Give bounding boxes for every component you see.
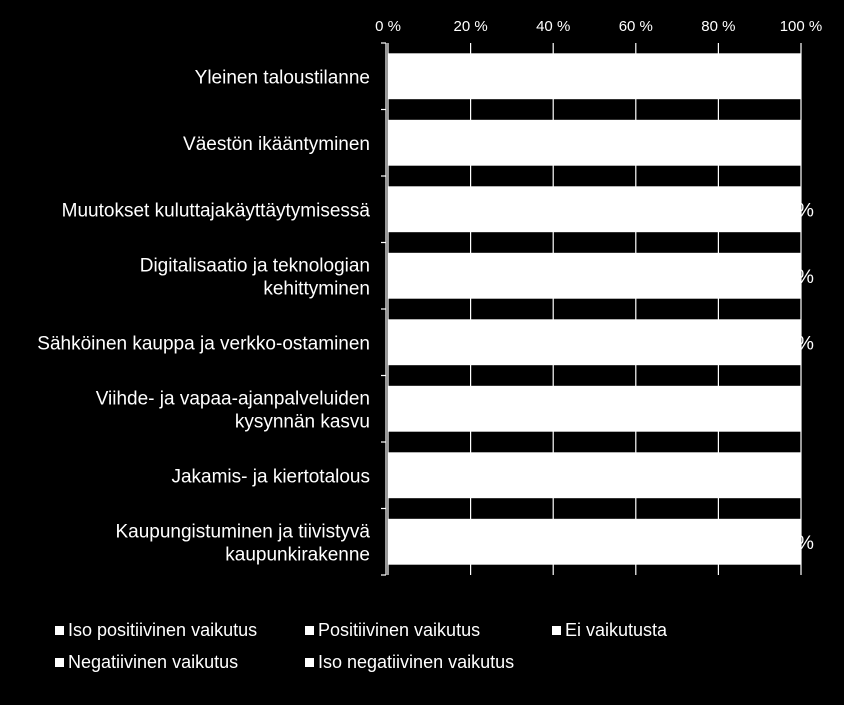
legend-label: Ei vaikutusta	[565, 620, 668, 640]
legend-item	[305, 652, 514, 673]
bar	[388, 319, 801, 365]
x-tick-label: 20 %	[453, 18, 488, 35]
legend-swatch	[552, 626, 561, 635]
x-tick-label: 80 %	[701, 18, 736, 35]
legend-label: Iso positiivinen vaikutus	[68, 620, 258, 640]
legend-swatch	[55, 658, 64, 667]
legend-label: Iso negatiivinen vaikutus	[318, 652, 515, 672]
legend-item	[55, 652, 238, 673]
bar	[388, 253, 801, 299]
category-label: kysynnän kasvu	[234, 411, 370, 433]
bar	[388, 186, 801, 232]
legend-swatch	[305, 658, 314, 667]
category-label: kehittyminen	[263, 278, 370, 300]
data-label: %	[797, 532, 814, 554]
legend-item	[305, 620, 480, 641]
legend-label: Positiivinen vaikutus	[318, 620, 481, 640]
legend-item	[552, 620, 667, 641]
category-label: Digitalisaatio ja teknologian	[139, 255, 370, 277]
category-label: kaupunkirakenne	[225, 544, 370, 566]
legend-swatch	[55, 626, 64, 635]
x-tick-label: 40 %	[536, 18, 571, 35]
legend-item	[55, 620, 257, 641]
category-label: Jakamis- ja kiertotalous	[171, 466, 370, 488]
category-label: Väestön ikääntyminen	[183, 133, 370, 155]
data-label: %	[797, 200, 814, 222]
bar	[388, 53, 801, 99]
x-tick-label: 100 %	[779, 18, 823, 35]
category-label: Sähköinen kauppa ja verkko-ostaminen	[37, 333, 370, 355]
bar	[388, 452, 801, 498]
bar	[388, 120, 801, 166]
x-tick-label: 0 %	[375, 18, 401, 35]
data-label: %	[797, 333, 814, 355]
category-label: Viihde- ja vapaa-ajanpalveluiden	[95, 388, 370, 410]
legend-label: Negatiivinen vaikutus	[68, 652, 239, 672]
category-label: Kaupungistuminen ja tiivistyvä	[115, 521, 370, 543]
category-label: Yleinen taloustilanne	[194, 67, 370, 89]
bar	[388, 519, 801, 565]
x-tick-label: 60 %	[618, 18, 653, 35]
legend-swatch	[305, 626, 314, 635]
bar	[388, 386, 801, 432]
category-label: Muutokset kuluttajakäyttäytymisessä	[61, 200, 370, 222]
data-label: %	[797, 266, 814, 288]
